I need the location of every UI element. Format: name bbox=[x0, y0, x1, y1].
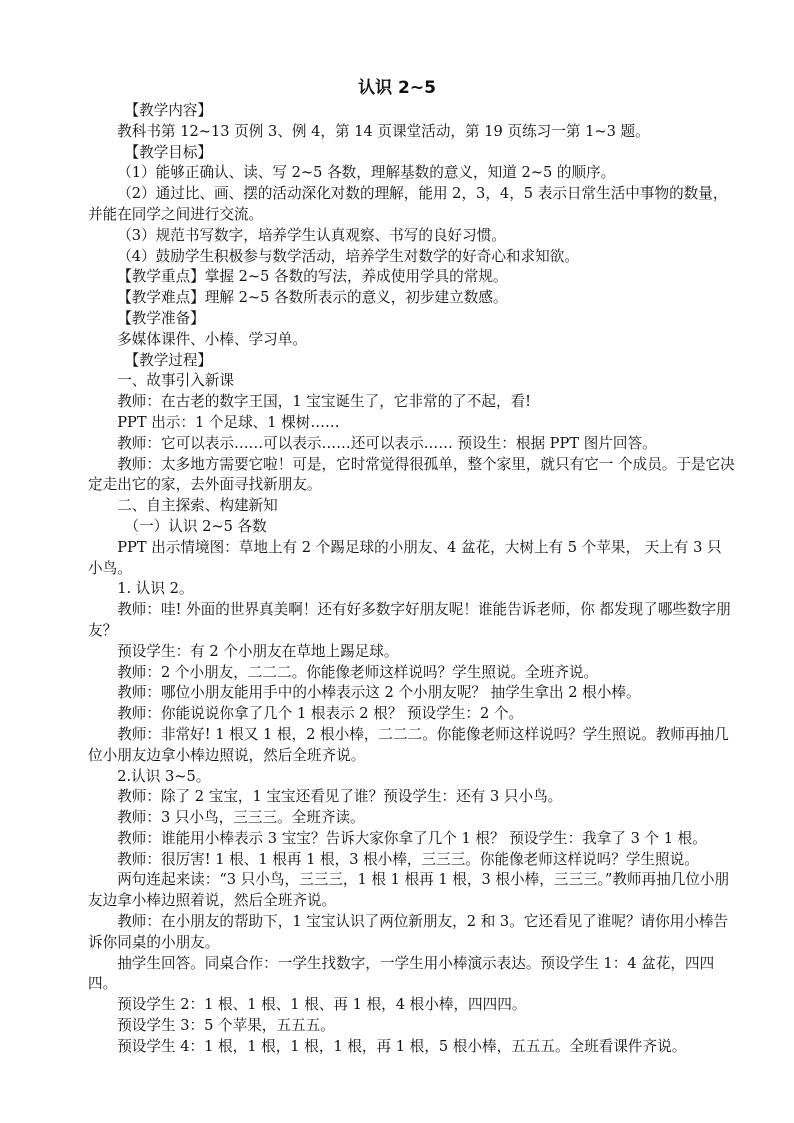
document-body bbox=[88, 101, 736, 1058]
paragraph-line: 教师：2 个小朋友，二二二。你能像老师这样说吗？学生照说。全班齐说。 bbox=[117, 663, 599, 681]
paragraph-line: 教师：除了 2 宝宝，1 宝宝还看见了谁？预设学生：还有 3 只小鸟。 bbox=[117, 788, 563, 806]
paragraph-line: 【教学过程】 bbox=[124, 351, 213, 369]
paragraph-line: 教师：太多地方需要它啦！可是，它时常觉得很孤单，整个家里，就只有它一 个成员。于是它决定走出它的家，去外面寻找新朋友。 bbox=[88, 455, 735, 494]
paragraph-line: 教师：谁能用小棒表示 3 宝宝？告诉大家你拿了几个 1 根？ 预设学生：我拿了 3 个 1 根。 bbox=[117, 829, 707, 847]
paragraph-line: 【教学内容】 bbox=[124, 102, 213, 119]
paragraph-line: 【教学重点】掌握 2~5 各数的写法，养成使用学具的常规。 bbox=[117, 268, 508, 286]
paragraph-line: 教师：非常好! 1 根又 1 根，2 根小棒，二二二。你能像老师这样说吗？学生照说。教师再抽几位小朋友边拿小棒边照说，然后全班齐说。 bbox=[88, 725, 729, 764]
paragraph-line: 预设学生：有 2 个小朋友在草地上踢足球。 bbox=[117, 642, 399, 660]
paragraph-line: 多媒体课件、小棒、学习单。 bbox=[117, 330, 307, 348]
paragraph-line: 二、自主探索、构建新知 bbox=[117, 497, 278, 515]
paragraph-line: PPT 出示：1 个足球、1 棵树…… bbox=[117, 413, 340, 431]
paragraph-line: （3）规范书写数字，培养学生认真观察、书写的良好习惯。 bbox=[117, 226, 506, 244]
paragraph-line: 一、故事引入新课 bbox=[117, 372, 234, 390]
paragraph-line: 教师：哇! 外面的世界真美啊！还有好多数字好朋友呢！谁能告诉老师，你 都发现了哪些数字朋友？ bbox=[88, 601, 731, 639]
paragraph-line: 预设学生 4：1 根，1 根，1 根，1 根，再 1 根，5 根小棒，五五五。全班看课件齐说。 bbox=[117, 1037, 687, 1055]
paragraph-line: （一）认识 2~5 各数 bbox=[124, 517, 267, 535]
paragraph-line: 教师：3 只小鸟，三三三。全班齐读。 bbox=[117, 809, 365, 827]
paragraph-line: （4）鼓励学生积极参与数学活动，培养学生对数学的好奇心和求知欲。 bbox=[117, 247, 579, 265]
paragraph-line: 教师：在小朋友的帮助下，1 宝宝认识了两位新朋友，2 和 3。它还看见了谁呢？请你用小棒告诉你同桌的小朋友。 bbox=[88, 913, 729, 951]
paragraph-line: 教师：哪位小朋友能用手中的小棒表示这 2 个小朋友呢？ 抽学生拿出 2 根小棒。 bbox=[117, 684, 641, 702]
paragraph-line: 教师：很厉害! 1 根、1 根再 1 根，3 根小棒，三三三。你能像老师这样说吗？学生照说。 bbox=[117, 850, 699, 868]
paragraph-line: PPT 出示情境图：草地上有 2 个踢足球的小朋友、4 盆花，大树上有 5 个苹果， 天上有 3 只小鸟。 bbox=[88, 538, 722, 577]
paragraph-line: 教师：它可以表示……可以表示……还可以表示…… 预设生：根据 PPT 图片回答。 bbox=[117, 434, 657, 452]
paragraph-line: 2.认识 3~5。 bbox=[117, 767, 211, 785]
paragraph-line: 教科书第 12~13 页例 3、例 4，第 14 页课堂活动，第 19 页练习一第 1~3 题。 bbox=[117, 122, 650, 140]
paragraph-line: 【教学难点】理解 2~5 各数所表示的意义，初步建立数感。 bbox=[117, 289, 508, 307]
document-title: 认识 2~5 bbox=[358, 78, 436, 98]
paragraph-line: 教师：你能说说你拿了几个 1 根表示 2 根？ 预设学生：2 个。 bbox=[117, 705, 524, 723]
paragraph-line: （1）能够正确认、读、写 2~5 各数，理解基数的意义，知道 2~5 的顺序。 bbox=[117, 164, 616, 182]
paragraph-line: 1. 认识 2。 bbox=[117, 580, 194, 598]
paragraph-line: 两句连起来读：“3 只小鸟，三三三，1 根 1 根再 1 根，3 根小棒，三三三。”教师再抽几位小朋友边拿小棒边照着说，然后全班齐说。 bbox=[88, 871, 730, 910]
paragraph-line: 【教学准备】 bbox=[117, 309, 205, 327]
paragraph-line: 预设学生 3：5 个苹果，五五五。 bbox=[117, 1017, 335, 1035]
paragraph-line: 抽学生回答。同桌合作：一学生找数字，一学生用小棒演示表达。预设学生 1：4 盆花，四四四。 bbox=[88, 954, 715, 993]
paragraph-line: 教师：在古老的数字王国，1 宝宝诞生了，它非常的了不起，看! bbox=[117, 393, 532, 411]
paragraph-line: 预设学生 2：1 根、1 根、1 根、再 1 根，4 根小棒，四四四。 bbox=[117, 996, 527, 1014]
paragraph-line: 【教学目标】 bbox=[124, 143, 213, 161]
paragraph-line: （2）通过比、画、摆的活动深化对数的理解，能用 2，3，4，5 表示日常生活中事物的数量，并能在同学之间进行交流。 bbox=[88, 185, 728, 223]
